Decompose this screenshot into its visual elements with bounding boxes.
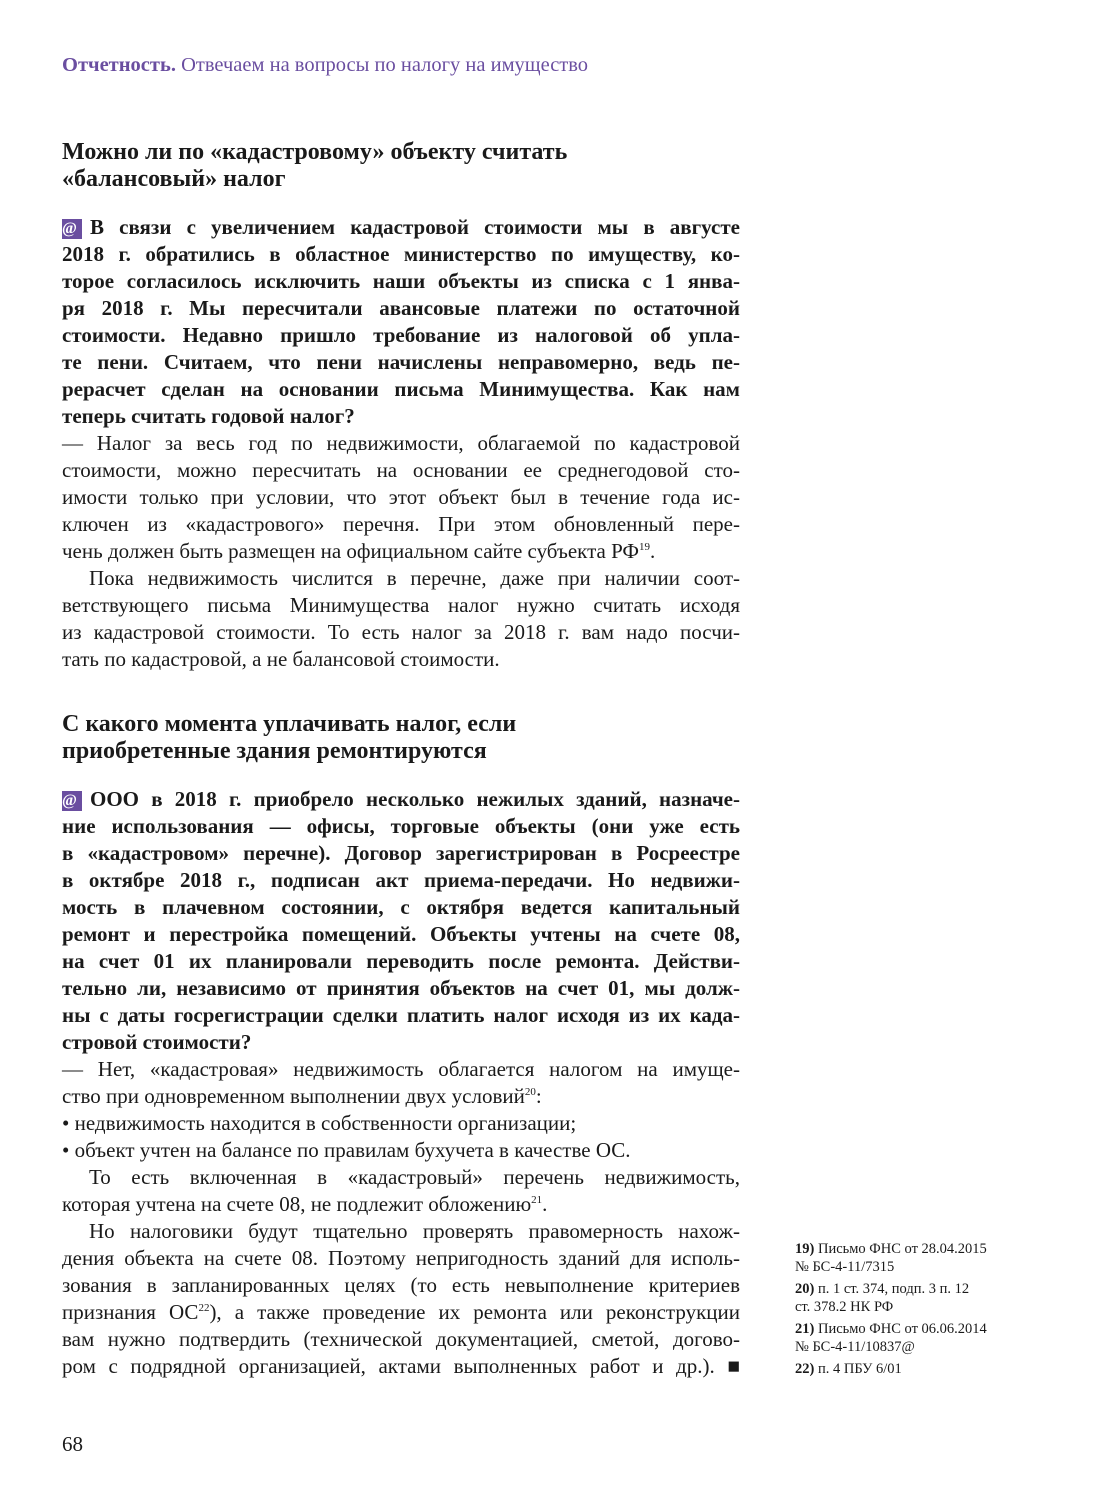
line-text-after: . — [650, 539, 656, 563]
line-text: • объект учтен на балансе по правилам бухучета в качестве ОС. — [62, 1138, 631, 1162]
footnote-ref: 19 — [639, 541, 650, 553]
line-text: дения объекта на счете 08. Поэтому непригодность зданий для исполь- — [62, 1246, 740, 1270]
footnote — [795, 1240, 1035, 1276]
line-text: тать по кадастровой, а не балансовой стоимости. — [62, 647, 500, 671]
line-text: мость в плачевном состоянии, с октября ведется капитальный — [62, 895, 740, 919]
footnote-text: п. 1 ст. 374, подп. 3 п. 12 — [817, 1281, 970, 1297]
title-line: «балансовый» налог — [62, 166, 286, 192]
line-text: • недвижимость находится в собственности организации; — [62, 1111, 577, 1135]
line-text: чень должен быть размещен на официальном сайте субъекта РФ — [62, 539, 639, 563]
text-line — [62, 214, 740, 241]
line-text: — Нет, «кадастровая» недвижимость облагается налогом на имуще- — [62, 1057, 740, 1081]
question-at-icon: @ — [62, 791, 82, 811]
text-line — [62, 430, 740, 457]
footnote-text: ст. 378.2 НК РФ — [795, 1299, 894, 1315]
answer-paragraph — [62, 1218, 740, 1380]
text-line — [62, 840, 740, 867]
text-line — [62, 619, 740, 646]
text-line — [62, 349, 740, 376]
line-text: 2018 г. обратились в областное министерство по имуществу, ко- — [62, 242, 740, 266]
line-text: те пени. Считаем, что пени начислены неправомерно, ведь пе- — [62, 350, 740, 374]
text-line — [62, 813, 740, 840]
text-line — [62, 484, 740, 511]
footnote-number: 19) — [795, 1241, 815, 1257]
title-line: приобретенные здания ремонтируются — [62, 738, 487, 764]
footnote-text: № БС-4-11/10837@ — [795, 1339, 915, 1355]
qa-section-2 — [62, 711, 740, 1380]
line-text-after: . — [542, 1192, 548, 1216]
text-line — [62, 646, 740, 673]
footnote-number: 21) — [795, 1321, 815, 1337]
text-line — [62, 295, 740, 322]
end-mark-icon: ■ — [727, 1354, 740, 1378]
footnote — [795, 1320, 1035, 1356]
question-at-icon: @ — [62, 219, 82, 239]
line-text: из кадастровой стоимости. То есть налог за 2018 г. вам надо посчи- — [62, 620, 740, 644]
answer-paragraph — [62, 565, 740, 673]
question-paragraph — [62, 786, 740, 1056]
text-line — [62, 376, 740, 403]
text-line — [62, 538, 740, 565]
line-text: стровой стоимости? — [62, 1030, 252, 1054]
line-text: ние использования — офисы, торговые объекты (они уже есть — [62, 814, 740, 838]
line-text: ром с подрядной организацией, актами выполненных работ и др.). — [62, 1354, 715, 1378]
text-line — [62, 457, 740, 484]
text-line — [62, 975, 740, 1002]
text-line — [62, 1272, 740, 1299]
line-text-after: ), а также проведение их ремонта или реконструкции — [209, 1300, 740, 1324]
line-text-after: : — [535, 1084, 542, 1108]
text-line — [62, 786, 740, 813]
text-line — [62, 1164, 740, 1191]
line-text: имости только при условии, что этот объект был в течение года ис- — [62, 485, 740, 509]
text-line — [62, 1137, 740, 1164]
footnote-ref: 22 — [198, 1302, 210, 1314]
text-line — [62, 948, 740, 975]
line-text: ство при одновременном выполнении двух условий — [62, 1084, 525, 1108]
line-text: В связи с увеличением кадастровой стоимости мы в августе — [90, 215, 740, 239]
footnote-text: Письмо ФНС от 28.04.2015 — [817, 1241, 987, 1257]
answer-paragraph — [62, 1137, 740, 1164]
footnote-ref: 21 — [531, 1194, 543, 1206]
line-text: стоимости. Недавно пришло требование из налоговой об упла- — [62, 323, 740, 347]
answer-paragraph — [62, 1110, 740, 1137]
text-line — [62, 1326, 740, 1353]
text-line — [62, 1218, 740, 1245]
line-text: на счет 01 их планировали переводить после ремонта. Действи- — [62, 949, 740, 973]
section-title — [62, 711, 740, 765]
text-line — [62, 268, 740, 295]
line-text: стоимости, можно пересчитать на основании ее среднегодовой сто- — [62, 458, 740, 482]
line-text: торое согласилось исключить наши объекты из списка с 1 янва- — [62, 269, 740, 293]
line-text: тельно ли, независимо от принятия объектов на счет 01, мы долж- — [62, 976, 740, 1000]
line-text: — Налог за весь год по недвижимости, облагаемой по кадастровой — [62, 431, 740, 455]
text-line — [62, 1191, 740, 1218]
answer-paragraph — [62, 1164, 740, 1218]
line-text: признания ОС — [62, 1300, 199, 1324]
answer-paragraph — [62, 1056, 740, 1110]
qa-section-1 — [62, 139, 740, 673]
title-line: С какого момента уплачивать налог, если — [62, 711, 517, 737]
text-line — [62, 592, 740, 619]
text-line — [62, 1002, 740, 1029]
line-text: зования в запланированных целях (то есть невыполнение критериев — [62, 1273, 740, 1297]
line-text: рерасчет сделан на основании письма Минимущества. Как нам — [62, 377, 740, 401]
line-text: ря 2018 г. Мы пересчитали авансовые платежи по остаточной — [62, 296, 740, 320]
text-line — [62, 1353, 740, 1380]
footnote-number: 20) — [795, 1281, 815, 1297]
footnote-number: 22) — [795, 1361, 815, 1377]
text-line — [62, 1299, 740, 1326]
line-text: ремонт и перестройка помещений. Объекты учтены на счете 08, — [62, 922, 740, 946]
line-text: в «кадастровом» перечне). Договор зарегистрирован в Росреестре — [62, 841, 740, 865]
footnote-text: Письмо ФНС от 06.06.2014 — [817, 1321, 987, 1337]
text-line — [62, 565, 740, 592]
section-title — [62, 139, 740, 193]
line-text: теперь считать годовой налог? — [62, 404, 355, 428]
text-line — [62, 921, 740, 948]
line-text: ООО в 2018 г. приобрело несколько нежилых зданий, назначе- — [90, 787, 740, 811]
question-paragraph — [62, 214, 740, 430]
running-header — [62, 54, 588, 77]
footnotes — [795, 1240, 1035, 1382]
line-text: Пока недвижимость числится в перечне, даже при наличии соот- — [89, 566, 740, 590]
text-line — [62, 511, 740, 538]
line-text: в октябре 2018 г., подписан акт приема-передачи. Но недвижи- — [62, 868, 740, 892]
header-subtitle: Отвечаем на вопросы по налогу на имущество — [181, 54, 589, 76]
line-text: То есть включенная в «кадастровый» перечень недвижимость, — [89, 1165, 740, 1189]
text-line — [62, 894, 740, 921]
footnote — [795, 1280, 1035, 1316]
page-number: 68 — [62, 1432, 83, 1456]
header-section: Отчетность. — [62, 54, 176, 76]
line-text: ны с даты госрегистрации сделки платить налог исходя из их када- — [62, 1003, 740, 1027]
text-line — [62, 1056, 740, 1083]
text-line — [62, 241, 740, 268]
title-line: Можно ли по «кадастровому» объекту считать — [62, 139, 568, 165]
line-text: ключен из «кадастрового» перечня. При этом обновленный пере- — [62, 512, 740, 536]
text-line — [62, 403, 740, 430]
footnote-text: № БС-4-11/7315 — [795, 1259, 895, 1275]
line-text: Но налоговики будут тщательно проверять правомерность нахож- — [89, 1219, 740, 1243]
footnote — [795, 1360, 1035, 1378]
line-text: вам нужно подтвердить (технической документацией, сметой, догово- — [62, 1327, 740, 1351]
footnote-ref: 20 — [524, 1086, 536, 1098]
text-line — [62, 1110, 740, 1137]
text-line — [62, 322, 740, 349]
text-line — [62, 1029, 740, 1056]
line-text: ветствующего письма Минимущества налог нужно считать исходя — [62, 593, 740, 617]
footnote-text: п. 4 ПБУ 6/01 — [817, 1361, 902, 1377]
answer-paragraph — [62, 430, 740, 565]
text-line — [62, 1245, 740, 1272]
line-text: которая учтена на счете 08, не подлежит обложению — [62, 1192, 532, 1216]
text-line — [62, 867, 740, 894]
text-line — [62, 1083, 740, 1110]
